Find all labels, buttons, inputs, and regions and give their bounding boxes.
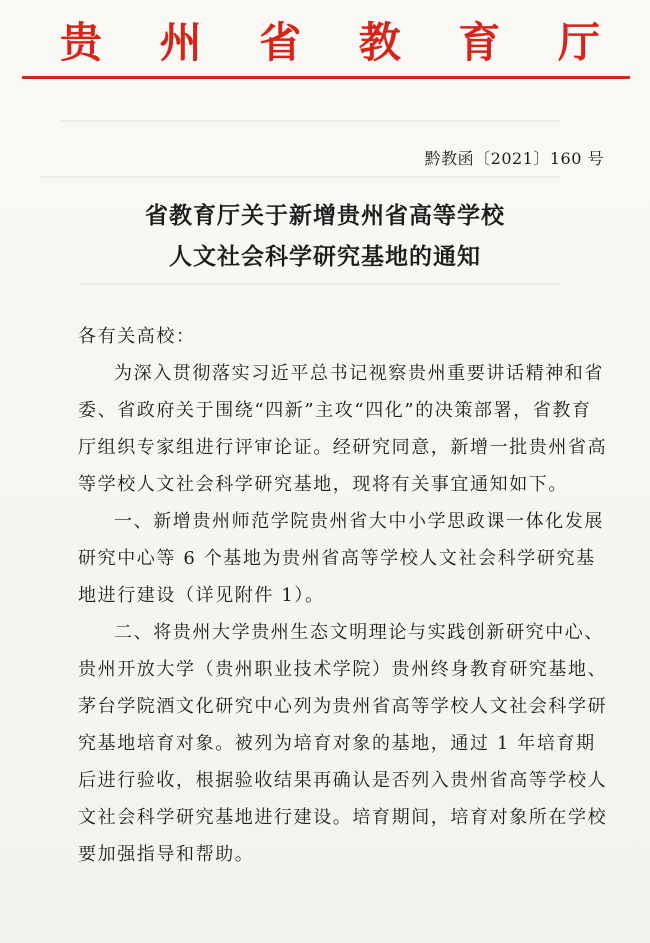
issuer-char: 教 bbox=[358, 18, 401, 67]
bleed-through-mark bbox=[60, 120, 560, 122]
bleed-through-mark bbox=[80, 283, 560, 285]
document-body bbox=[78, 318, 608, 873]
issuer-char: 厅 bbox=[557, 18, 600, 67]
body-paragraph: 为深入贯彻落实习近平总书记视察贵州重要讲话精神和省委、省政府关于围绕“四新”主攻“四化”的决策部署，省教育厅组织专家组进行评审论证。经研究同意，新增一批贵州省高等学校人文社会科学研究基地，现将有关事宜通知如下。 bbox=[78, 363, 608, 495]
body-paragraph: 二、将贵州大学贵州生态文明理论与实践创新研究中心、贵州开放大学（贵州职业技术学院）贵州终身教育研究基地、茅台学院酒文化研究中心列为贵州省高等学校人文社会科学研究基地培育对象。被列为培育对象的基地，通过 1 年培育期后进行验收，根据验收结果再确认是否列入贵州省高等学校人文社会科学研究基地进行建设。培育期间，培育对象所在学校要加强指导和帮助。 bbox=[78, 622, 608, 865]
issuer-char: 育 bbox=[458, 18, 501, 67]
letterhead bbox=[0, 14, 650, 74]
document-title-line-1: 省教育厅关于新增贵州省高等学校 bbox=[145, 202, 505, 229]
issuer-name bbox=[60, 16, 600, 70]
body-paragraph: 一、新增贵州师范学院贵州省大中小学思政课一体化发展研究中心等 6 个基地为贵州省高等学校人文社会科学研究基地进行建设（详见附件 1）。 bbox=[78, 511, 604, 606]
document-number: 黔教函〔2021〕160 号 bbox=[424, 149, 604, 168]
issuer-char: 省 bbox=[259, 18, 302, 67]
bleed-through-mark bbox=[40, 176, 560, 178]
document-title-line-2: 人文社会科学研究基地的通知 bbox=[169, 243, 481, 270]
salutation: 各有关高校： bbox=[78, 326, 196, 347]
issuer-char: 贵 bbox=[60, 18, 103, 67]
issuer-char: 州 bbox=[159, 18, 202, 67]
letterhead-red-rule bbox=[22, 76, 630, 79]
